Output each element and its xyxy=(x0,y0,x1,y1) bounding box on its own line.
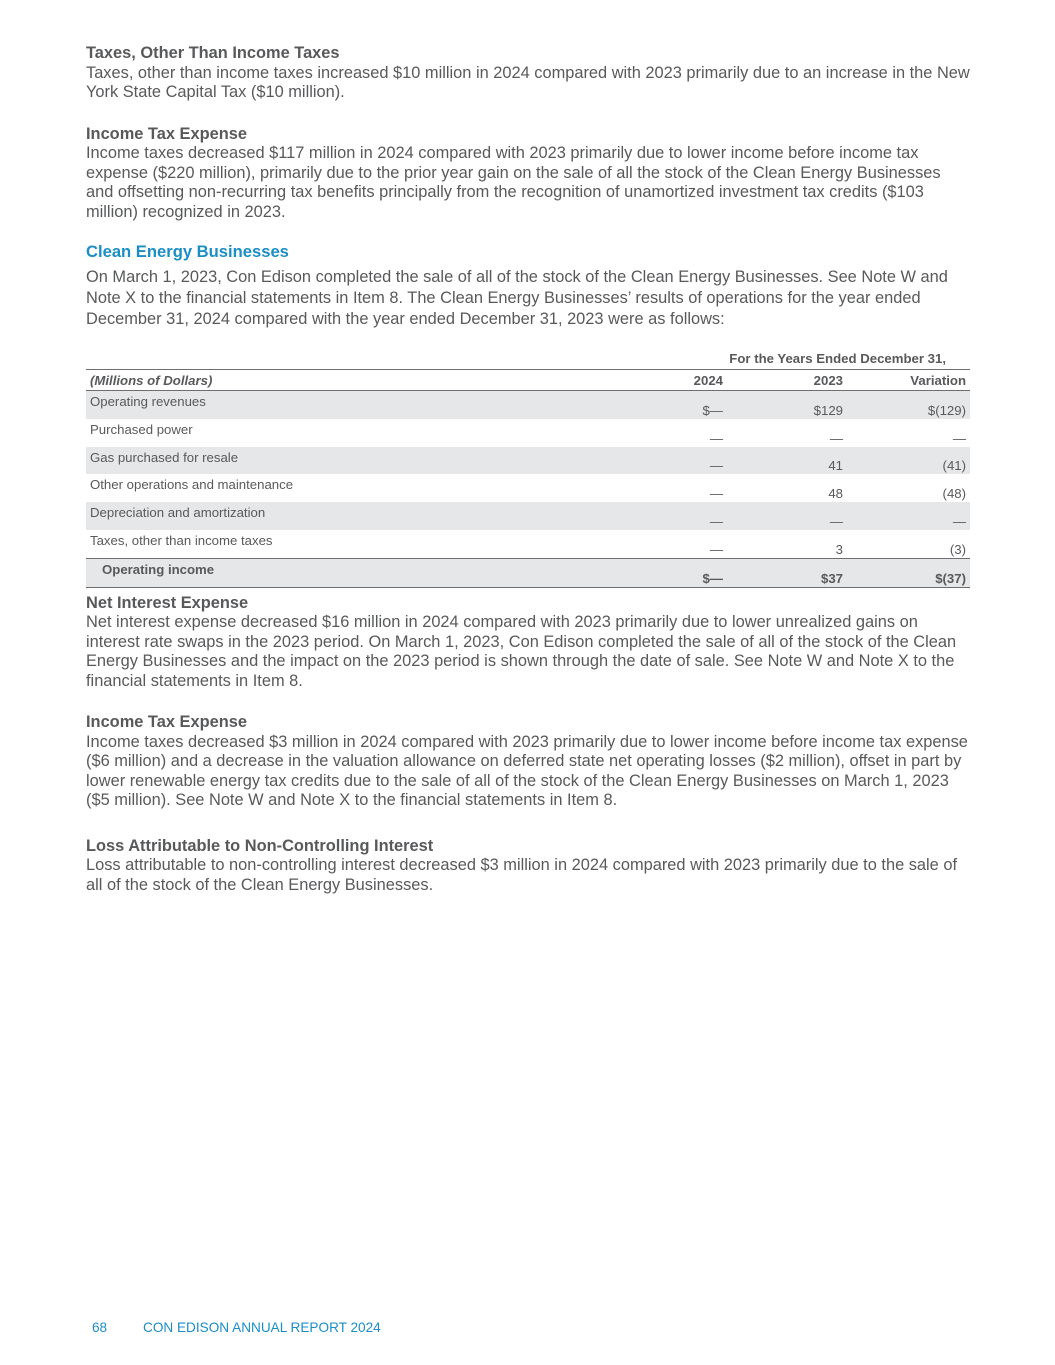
section-paragraph: Taxes, other than income taxes increased $10 million in 2024 compared with 2023 primarily due to an increase in the New York State Capital Tax ($10 million). xyxy=(86,63,970,101)
cell-variation: (3) xyxy=(949,541,966,557)
cell-variation: — xyxy=(952,513,966,529)
cell-2023: $129 xyxy=(813,402,843,418)
column-header-label: (Millions of Dollars) xyxy=(86,370,631,391)
table-header-row xyxy=(86,370,970,391)
section-paragraph: Income taxes decreased $3 million in 2024 compared with 2023 primarily due to lower income before income tax expense ($6 million) and a decrease in the valuation allowance on deferred state net operating losses ($2 million), offset in part by lower renewable energy tax credits due to the sale of all of the stock of the Clean Energy Businesses on March 1, 2023 ($5 million). See Note W and Note X to the financial statements in Item 8. xyxy=(86,732,968,810)
section-heading: Loss Attributable to Non-Controlling Interest xyxy=(86,836,434,855)
section-income-tax-2 xyxy=(86,713,970,811)
table-row xyxy=(86,502,970,530)
cell-2024: $— xyxy=(702,402,723,418)
row-label: Taxes, other than income taxes xyxy=(90,532,273,548)
section-heading: Taxes, Other Than Income Taxes xyxy=(86,44,340,62)
section-heading: Income Tax Expense xyxy=(86,713,247,732)
row-label: Purchased power xyxy=(90,421,193,437)
row-label: Depreciation and amortization xyxy=(90,505,266,521)
table-total-row xyxy=(86,558,970,587)
table-caption: For the Years Ended December 31, xyxy=(729,351,946,366)
section-net-interest xyxy=(86,594,970,692)
row-label: Other operations and maintenance xyxy=(90,477,294,493)
cell-2024: — xyxy=(709,486,723,502)
column-header-variation: Variation xyxy=(847,370,970,391)
page-footer xyxy=(92,1320,381,1335)
cell-2023: 3 xyxy=(835,541,843,557)
column-header-2023: 2023 xyxy=(727,370,847,391)
table-row xyxy=(86,474,970,502)
cell-variation: — xyxy=(952,430,966,446)
row-label: Gas purchased for resale xyxy=(90,449,239,465)
cell-2023: — xyxy=(829,513,843,529)
section-title: Clean Energy Businesses xyxy=(86,242,289,261)
table-caption-row xyxy=(86,342,970,370)
section-income-tax-1 xyxy=(86,125,970,223)
cell-2023: — xyxy=(829,430,843,446)
row-label: Operating revenues xyxy=(90,394,206,409)
table-row xyxy=(86,391,970,419)
cell-2023: 48 xyxy=(828,486,843,502)
cell-2024: — xyxy=(709,430,723,446)
cell-2024: — xyxy=(709,541,723,557)
cell-variation: (41) xyxy=(942,458,966,474)
page-content xyxy=(86,44,970,895)
total-variation: $(37) xyxy=(847,558,970,587)
section-loss-nci xyxy=(86,837,970,896)
section-paragraph: Net interest expense decreased $16 million in 2024 compared with 2023 primarily due to lower unrealized gains on interest rate swaps in the 2023 period. On March 1, 2023, Con Edison completed the sale of all of the stock of the Clean Energy Businesses and the impact on the 2023 period is shown through the date of sale. See Note W and Note X to the financial statements in Item 8. xyxy=(86,613,957,690)
table-row xyxy=(86,447,970,475)
section-taxes-other xyxy=(86,44,970,103)
section-paragraph: On March 1, 2023, Con Edison completed the sale of all of the stock of the Clean Energy Businesses. See Note W and Note X to the financial statements in Item 8. The Clean Energy Businesses’ results of operations for the year ended December 31, 2024 compared with the year ended December 31, 2023 were as follows: xyxy=(86,268,948,328)
table-row xyxy=(86,419,970,447)
column-header-2024: 2024 xyxy=(631,370,727,391)
section-clean-energy xyxy=(86,242,970,330)
total-2024: $— xyxy=(631,558,727,587)
table-row xyxy=(86,530,970,558)
section-heading: Income Tax Expense xyxy=(86,124,247,143)
section-heading: Net Interest Expense xyxy=(86,593,249,612)
report-title: CON EDISON ANNUAL REPORT 2024 xyxy=(143,1320,381,1335)
section-paragraph: Loss attributable to non-controlling interest decreased $3 million in 2024 compared with 2023 primarily due to the sale of all of the stock of the Clean Energy Businesses. xyxy=(86,856,958,894)
total-label: Operating income xyxy=(86,558,631,587)
cell-variation: $(129) xyxy=(927,402,966,418)
section-paragraph: Income taxes decreased $117 million in 2024 compared with 2023 primarily due to lower income before income tax expense ($220 million), primarily due to the prior year gain on the sale of all the stock of the Clean Energy Businesses and offsetting non-recurring tax benefits principally from the recognition of unamortized investment tax credits ($103 million) recognized in 2023. xyxy=(86,144,941,221)
cell-2024: — xyxy=(709,513,723,529)
cell-variation: (48) xyxy=(942,486,966,502)
page-number: 68 xyxy=(92,1320,108,1335)
total-2023: $37 xyxy=(727,558,847,587)
cell-2024: — xyxy=(709,458,723,474)
financial-table xyxy=(86,342,970,588)
cell-2023: 41 xyxy=(828,458,843,474)
